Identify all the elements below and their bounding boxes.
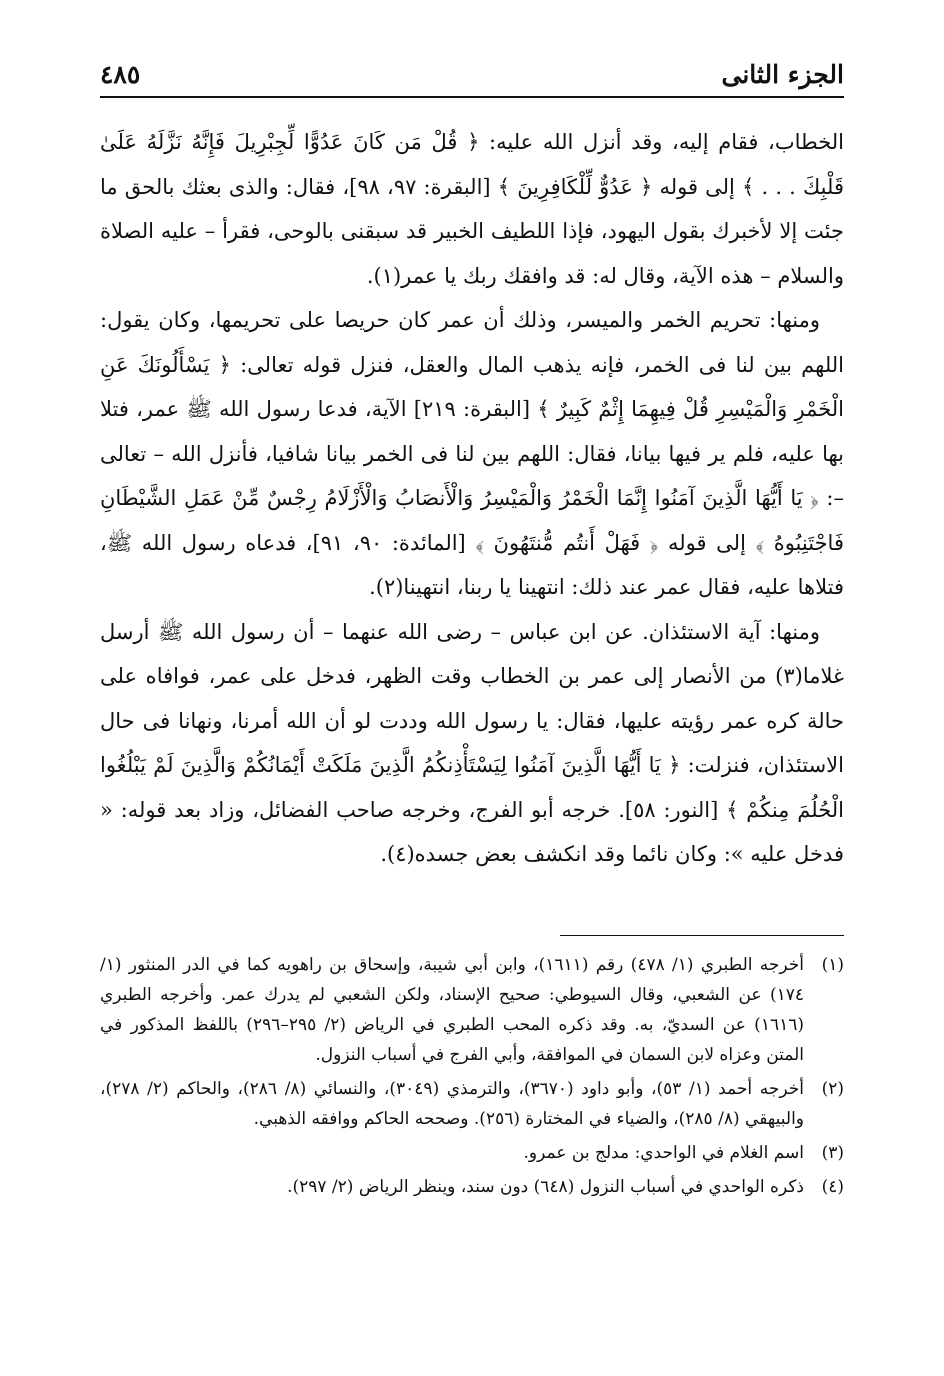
footnote-number: (٤) bbox=[821, 1177, 844, 1197]
footnote bbox=[100, 1138, 844, 1168]
footnote-number: (١) bbox=[821, 955, 844, 975]
footnote-text: أخرجه الطبري (١/ ٤٧٨) رقم (١٦١١)، وابن أبي شيبة، وإسحاق بن راهويه كما في الدر المنثور (١/ ١٧٤) عن الشعبي، وقال السيوطي: صحيح الإسناد، ولكن الشعبي لم يدرك عمر. وأخرجه الطبري (١٦١٦) عن السديّ، به. وقد ذكره المحب الطبري في الرياض (٢/ ٢٩٥–٢٩٦) باللفظ المذكور في المتن وعزاه لابن السمان في الموافقة، وأبي الفرج في أسباب النزول. bbox=[100, 955, 804, 1065]
body-text bbox=[100, 120, 844, 877]
body-paragraph: ومنها: تحريم الخمر والميسر، وذلك أن عمر كان حريصا على تحريمها، وكان يقول: اللهم بين لنا فى الخمر، فإنه يذهب المال والعقل، فنزل قوله تعالى: ﴿ يَسْأَلُونَكَ عَنِ الْخَمْرِ وَالْمَيْسِرِ قُلْ فِيهِمَا إِثْمٌ كَبِيرٌ ﴾ [البقرة: ٢١٩] الآية، فدعا رسول الله ﷺ عمر، فتلا بها عليه، فلم ير فيها بيانا، فقال: اللهم بين لنا فى الخمر بيانا شافيا، فأنزل الله – تعالى –: ﴿ يَا أَيُّهَا الَّذِينَ آمَنُوا إِنَّمَا الْخَمْرُ وَالْمَيْسِرُ وَالْأَنصَابُ وَالْأَزْلَامُ رِجْسٌ مِّنْ عَمَلِ الشَّيْطَانِ فَاجْتَنِبُوهُ ﴾ إلى قوله ﴿ فَهَلْ أَنتُم مُّنتَهُونَ ﴾ [المائدة: ٩٠، ٩١]، فدعاه رسول الله ﷺ، فتلاها عليه، فقال عمر عند ذلك: انتهينا يا ربنا، انتهينا(٢). bbox=[100, 308, 845, 599]
footnote-text: أخرجه أحمد (١/ ٥٣)، وأبو داود (٣٦٧٠)، والترمذي (٣٠٤٩)، والنسائي (٨/ ٢٨٦)، والحاكم (٢/ ٢٧٨)، والبيهقي (٨/ ٢٨٥)، والضياء في المختارة (٢٥٦). وصححه الحاكم ووافقه الذهبي. bbox=[100, 1079, 804, 1129]
footnote-number: (٣) bbox=[821, 1143, 844, 1163]
footnotes bbox=[100, 950, 844, 1206]
running-head: الجزء الثانى bbox=[721, 59, 844, 89]
footnote bbox=[100, 1172, 844, 1202]
footnote bbox=[100, 950, 844, 1070]
footnote-text: ذكره الواحدي في أسباب النزول (٦٤٨) دون سند، وينظر الرياض (٢/ ٢٩٧). bbox=[287, 1177, 804, 1197]
footnote-text: اسم الغلام في الواحدي: مدلج بن عمرو. bbox=[523, 1143, 804, 1163]
footnote bbox=[100, 1074, 844, 1134]
footnote-divider bbox=[560, 935, 844, 936]
page-number: ٤٨٥ bbox=[100, 59, 141, 89]
body-paragraph: ومنها: آية الاستئذان. عن ابن عباس – رضى الله عنهما – أن رسول الله ﷺ أرسل غلاما(٣) من الأنصار إلى عمر بن الخطاب وقت الظهر، فدخل على عمر، فوافاه على حالة كره عمر رؤيته عليها، فقال: يا رسول الله وددت لو أن الله أمرنا، ونهانا فى حال الاستئذان، فنزلت: ﴿ يَا أَيُّهَا الَّذِينَ آمَنُوا لِيَسْتَأْذِنكُمُ الَّذِينَ مَلَكَتْ أَيْمَانُكُمْ وَالَّذِينَ لَمْ يَبْلُغُوا الْحُلُمَ مِنكُمْ ﴾ [النور: ٥٨]. خرجه أبو الفرج، وخرجه صاحب الفضائل، وزاد بعد قوله: « فدخل عليه »: وكان نائما وقد انكشف بعض جسده(٤). bbox=[100, 619, 844, 866]
footnote-number: (٢) bbox=[821, 1079, 844, 1099]
page-header bbox=[100, 52, 844, 98]
body-paragraph: الخطاب، فقام إليه، وقد أنزل الله عليه: ﴿ قُلْ مَن كَانَ عَدُوًّا لِّجِبْرِيلَ فَإِنَّهُ نَزَّلَهُ عَلَىٰ قَلْبِكَ . . . ﴾ إلى قوله ﴿ عَدُوٌّ لِّلْكَافِرِينَ ﴾ [البقرة: ٩٧، ٩٨]، فقال: والذى بعثك بالحق ما جئت إلا لأخبرك بقول اليهود، فإذا اللطيف الخبير قد سبقنى بالوحى، فقرأ – عليه الصلاة والسلام – هذه الآية، وقال له: قد وافقك ربك يا عمر(١). bbox=[100, 130, 844, 288]
